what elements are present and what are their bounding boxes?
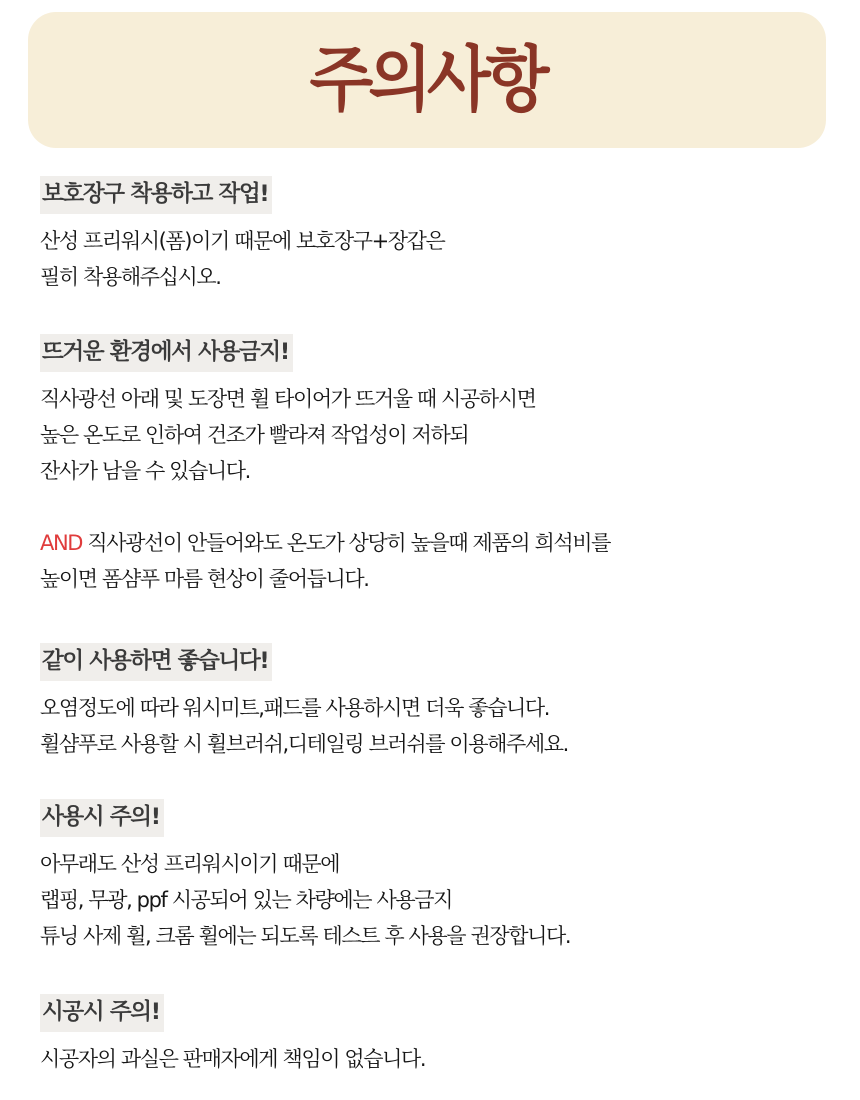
section-use-together: [40, 643, 568, 762]
section-line: 필히 착용해주십시오.: [40, 265, 221, 289]
section-line: 직사광선 아래 및 도장면 휠 타이어가 뜨거울 때 시공하시면: [40, 387, 536, 411]
section-line: 오염정도에 따라 워시미트,패드를 사용하시면 더욱 좋습니다.: [40, 696, 550, 720]
section-line-and: [40, 525, 610, 561]
section-protective-gear: [40, 176, 444, 295]
and-highlight: AND: [40, 531, 83, 555]
section-line: 높은 온도로 인하여 건조가 빨라져 작업성이 저하되: [40, 423, 469, 447]
section-line: 랩핑, 무광, ppf 시공되어 있는 차량에는 사용금지: [40, 888, 453, 912]
section-line: 높이면 폼샴푸 마름 현상이 줄어듭니다.: [40, 567, 369, 591]
section-line: 아무래도 산성 프리워시이기 때문에: [40, 852, 340, 876]
section-heading: 뜨거운 환경에서 사용금지!: [40, 334, 293, 372]
section-heading: 보호장구 착용하고 작업!: [40, 176, 272, 214]
section-heading: 사용시 주의!: [40, 799, 164, 837]
section-heading: 시공시 주의!: [40, 994, 164, 1032]
section-heading: 같이 사용하면 좋습니다!: [40, 643, 272, 681]
section-hot-environment: [40, 334, 610, 597]
section-line: 튜닝 사제 휠, 크롬 휠에는 되도록 테스트 후 사용을 권장합니다.: [40, 924, 571, 948]
section-line: 잔사가 남을 수 있습니다.: [40, 459, 250, 483]
section-installer-caution: [40, 994, 425, 1077]
section-spacer: [40, 489, 610, 525]
title-banner: [28, 12, 826, 148]
section-line: 휠샴푸로 사용할 시 휠브러쉬,디테일링 브러쉬를 이용해주세요.: [40, 732, 568, 756]
section-line: 시공자의 과실은 판매자에게 책임이 없습니다.: [40, 1047, 426, 1071]
section-line-text: 직사광선이 안들어와도 온도가 상당히 높을때 제품의 희석비를: [82, 531, 611, 555]
page-title: 주의사항: [309, 37, 545, 122]
section-line: 산성 프리워시(폼)이기 때문에 보호장구+장갑은: [40, 229, 445, 253]
section-usage-caution: [40, 799, 570, 954]
